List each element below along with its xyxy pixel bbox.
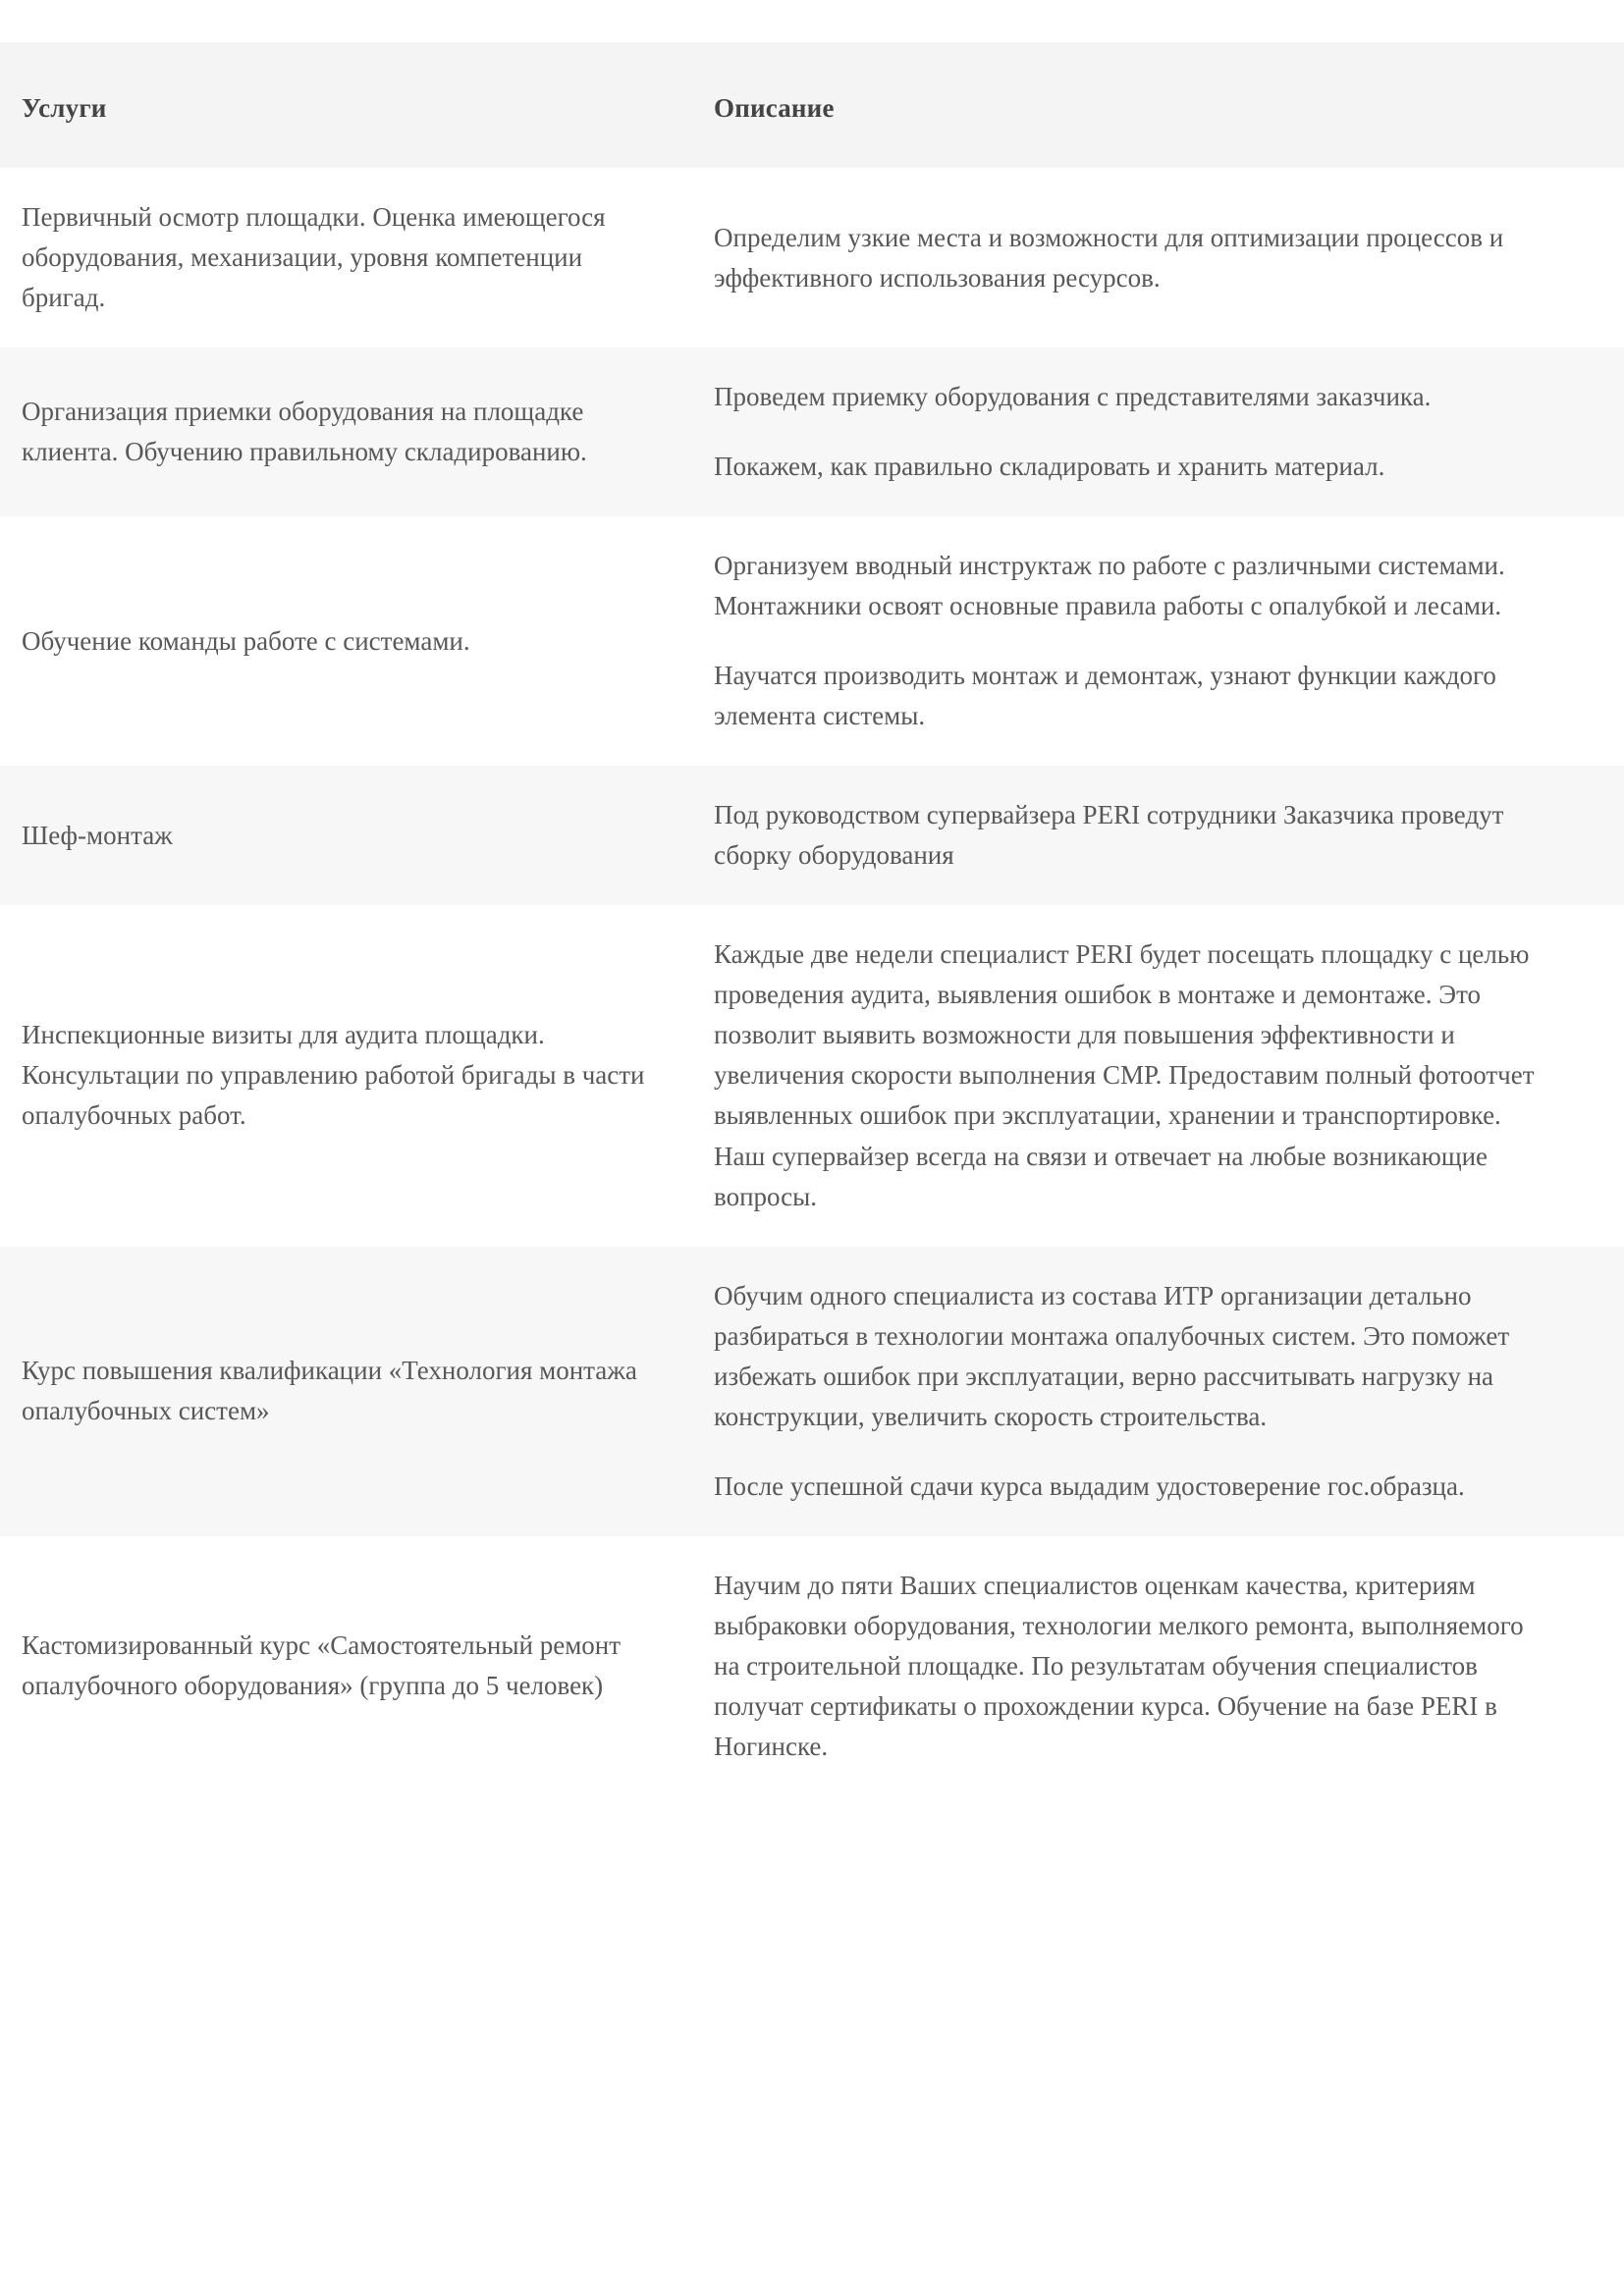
- description-paragraph: Каждые две недели специалист PERI будет посещать площадку с целью проведения аудита, выявления ошибок в монтаже и демонтаже. Это позволит выявить возможности для повышения эффективности и увеличения скорости выполнения СМР. Предоставим полный фотоотчет выявленных ошибок при эксплуатации, хранении и транспортировке. Наш супервайзер всегда на связи и отвечает на любые возникающие вопросы.: [714, 939, 1535, 1211]
- table-row: [0, 347, 1624, 516]
- description-cell: [690, 516, 1624, 766]
- description-paragraph: Организуем вводный инструктаж по работе с различными системами. Монтажники освоят основные правила работы с опалубкой и лесами.: [714, 551, 1505, 621]
- description-cell: [690, 347, 1624, 516]
- service-cell: Курс повышения квалификации «Технология монтажа опалубочных систем»: [0, 1247, 690, 1536]
- description-paragraph: Научатся производить монтаж и демонтаж, узнают функции каждого элемента системы.: [714, 661, 1496, 731]
- table-row: [0, 1536, 1624, 1796]
- service-cell: Инспекционные визиты для аудита площадки. Консультации по управлению работой бригады в части опалубочных работ.: [0, 905, 690, 1246]
- description-paragraph: Обучим одного специалиста из состава ИТР организации детально разбираться в технологии монтажа опалубочных систем. Это поможет избежать ошибок при эксплуатации, верно рассчитывать нагрузку на конструкции, увеличить скорость строительства.: [714, 1280, 1510, 1431]
- service-cell: Первичный осмотр площадки. Оценка имеющегося оборудования, механизации, уровня компетенции бригад.: [0, 168, 690, 347]
- table-row: [0, 766, 1624, 905]
- description-cell: [690, 1536, 1624, 1796]
- table-row: [0, 168, 1624, 347]
- service-cell: Обучение команды работе с системами.: [0, 516, 690, 766]
- column-header-description: Описание: [690, 42, 1624, 168]
- table-body: [0, 168, 1624, 1796]
- description-cell: [690, 905, 1624, 1246]
- service-cell: Кастомизированный курс «Самостоятельный ремонт опалубочного оборудования» (группа до 5 человек): [0, 1536, 690, 1796]
- description-paragraph: Научим до пяти Ваших специалистов оценкам качества, критериям выбраковки оборудования, технологии мелкого ремонта, выполняемого на строительной площадке. По результатам обучения специалистов получат сертификаты о прохождении курса. Обучение на базе PERI в Ногинске.: [714, 1570, 1524, 1761]
- table-header: [0, 42, 1624, 168]
- description-paragraph: Проведем приемку оборудования с представителями заказчика.: [714, 382, 1432, 412]
- service-cell: Организация приемки оборудования на площадке клиента. Обучению правильному складированию.: [0, 347, 690, 516]
- table-row: [0, 1247, 1624, 1536]
- table-header-row: [0, 42, 1624, 168]
- table-row: [0, 905, 1624, 1246]
- description-cell: [690, 168, 1624, 347]
- column-header-services: Услуги: [0, 42, 690, 168]
- description-paragraph: Покажем, как правильно складировать и хранить материал.: [714, 452, 1385, 482]
- service-cell: Шеф-монтаж: [0, 766, 690, 905]
- table-row: [0, 516, 1624, 766]
- description-paragraph: После успешной сдачи курса выдадим удостоверение гос.образца.: [714, 1470, 1465, 1501]
- description-paragraph: Под руководством супервайзера PERI сотрудники Заказчика проведут сборку оборудования: [714, 800, 1504, 871]
- description-cell: [690, 1247, 1624, 1536]
- page-bottom-margin: [0, 1796, 1624, 2091]
- services-table: [0, 42, 1624, 1796]
- description-paragraph: Определим узкие места и возможности для оптимизации процессов и эффективного использования ресурсов.: [714, 222, 1504, 293]
- description-cell: [690, 766, 1624, 905]
